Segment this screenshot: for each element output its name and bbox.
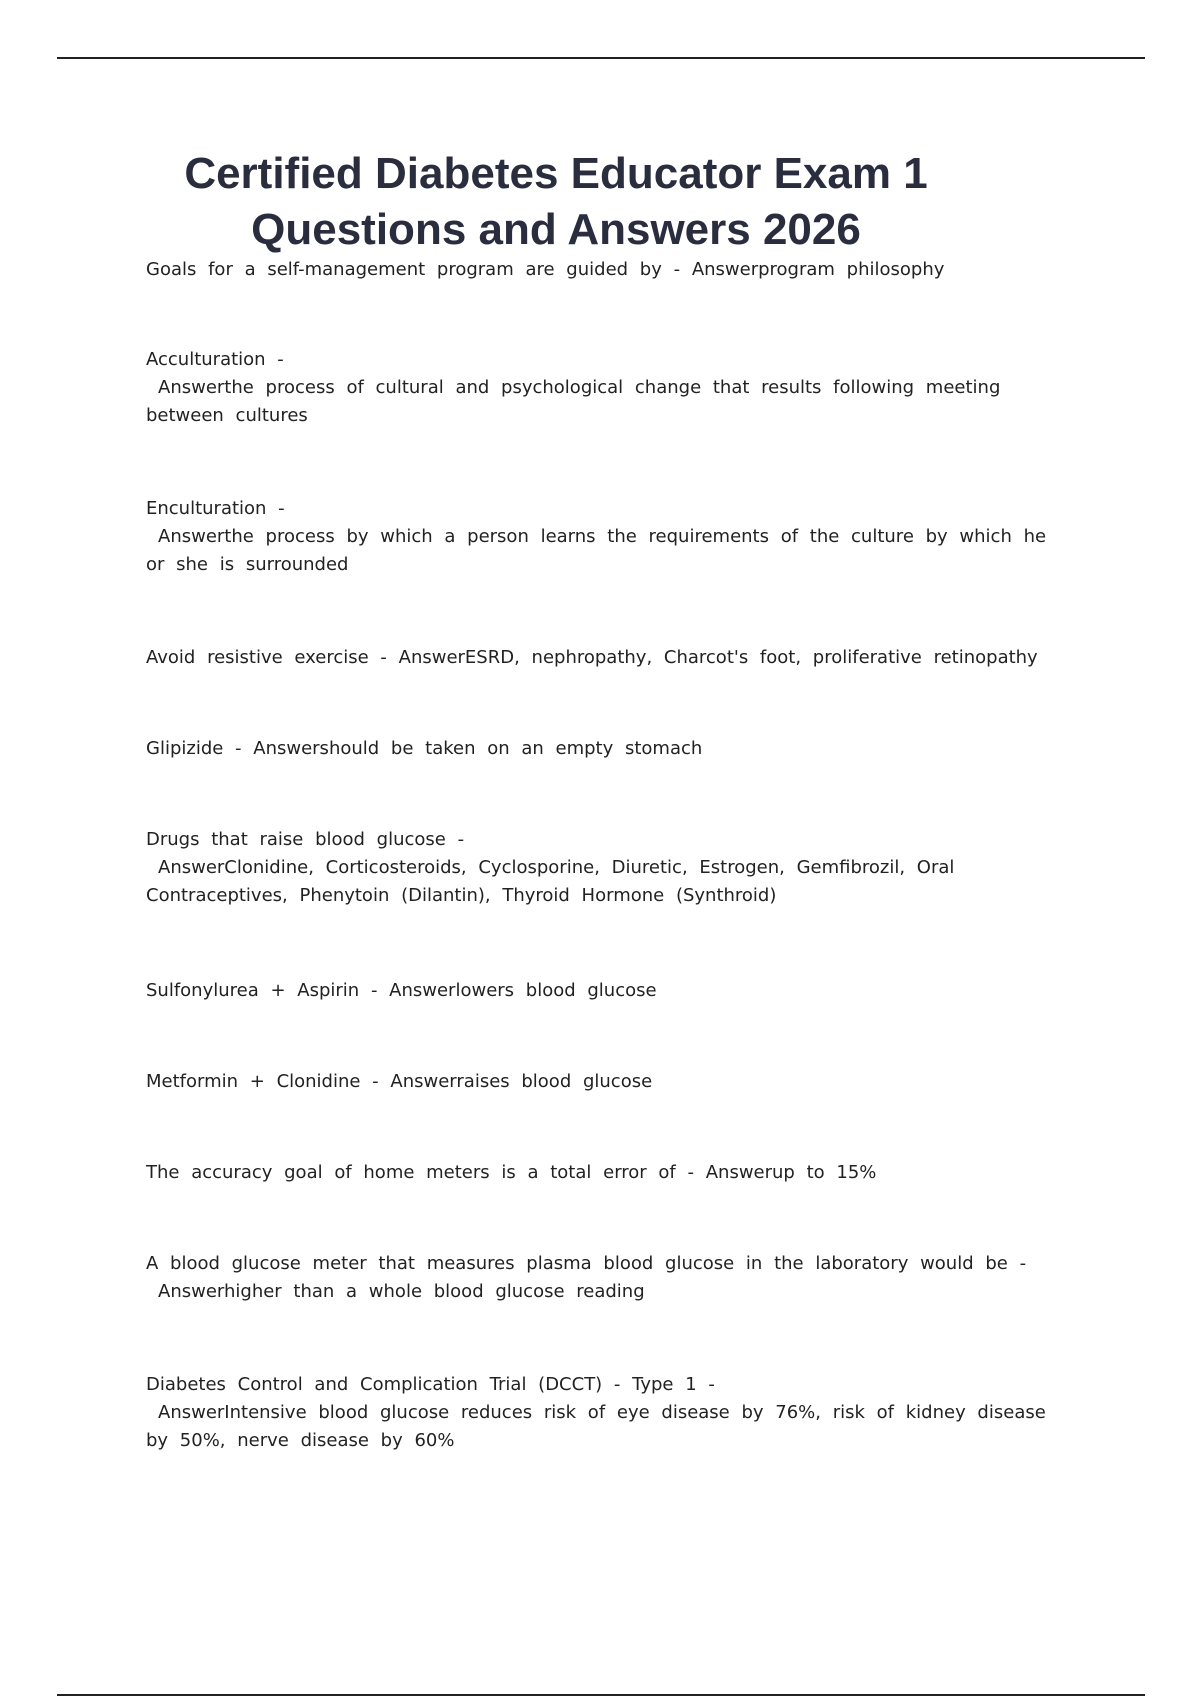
question-text: Enculturation - <box>146 498 285 519</box>
answer-text: Answerlowers blood glucose <box>389 980 657 1001</box>
answer-text: Answerthe process of cultural and psychological change that results following meeting between cultures <box>146 377 1001 426</box>
qa-item-9 <box>146 1159 1050 1187</box>
answer-text: Answershould be taken on an empty stomach <box>253 738 703 759</box>
answer-text: Answerraises blood glucose <box>390 1071 653 1092</box>
bottom-rule <box>57 1694 1145 1696</box>
answer-text: AnswerESRD, nephropathy, Charcot's foot, proliferative retinopathy <box>398 647 1038 668</box>
qa-item-10 <box>146 1250 1050 1306</box>
answer-text: Answerhigher than a whole blood glucose reading <box>158 1281 645 1302</box>
qa-item-6 <box>146 826 1050 910</box>
qa-item-3 <box>146 495 1050 579</box>
question-text: The accuracy goal of home meters is a total error of - <box>146 1162 706 1183</box>
title-line-1: Certified Diabetes Educator Exam 1 <box>184 149 928 198</box>
question-text: A blood glucose meter that measures plasma blood glucose in the laboratory would be - <box>146 1253 1027 1274</box>
title-line-2: Questions and Answers 2026 <box>251 205 861 254</box>
question-text: Diabetes Control and Complication Trial (DCCT) - Type 1 - <box>146 1374 715 1395</box>
qa-item-4 <box>146 644 1050 672</box>
question-text: Goals for a self-management program are guided by - <box>146 259 692 280</box>
question-text: Metformin + Clonidine - <box>146 1071 391 1092</box>
qa-item-1 <box>146 256 1050 284</box>
qa-item-5 <box>146 735 1050 763</box>
question-text: Acculturation - <box>146 349 284 370</box>
question-text: Avoid resistive exercise - <box>146 647 399 668</box>
top-rule <box>57 57 1145 59</box>
qa-item-8 <box>146 1068 1050 1096</box>
qa-item-7 <box>146 977 1050 1005</box>
question-text: Sulfonylurea + Aspirin - <box>146 980 390 1001</box>
question-text: Glipizide - <box>146 738 254 759</box>
qa-item-11 <box>146 1371 1050 1455</box>
answer-text: AnswerClonidine, Corticosteroids, Cyclosporine, Diuretic, Estrogen, Gemfibrozil, Oral Contraceptives, Phenytoin (Dilantin), Thyroid Hormone (Synthroid) <box>146 857 955 906</box>
answer-text: Answerthe process by which a person learns the requirements of the culture by which he or she is surrounded <box>146 526 1047 575</box>
answer-text: Answerprogram philosophy <box>691 259 945 280</box>
answer-text: AnswerIntensive blood glucose reduces risk of eye disease by 76%, risk of kidney disease by 50%, nerve disease by 60% <box>146 1402 1046 1451</box>
document-title <box>146 146 966 258</box>
answer-text: Answerup to 15% <box>705 1162 877 1183</box>
question-text: Drugs that raise blood glucose - <box>146 829 465 850</box>
qa-item-2 <box>146 346 1050 430</box>
